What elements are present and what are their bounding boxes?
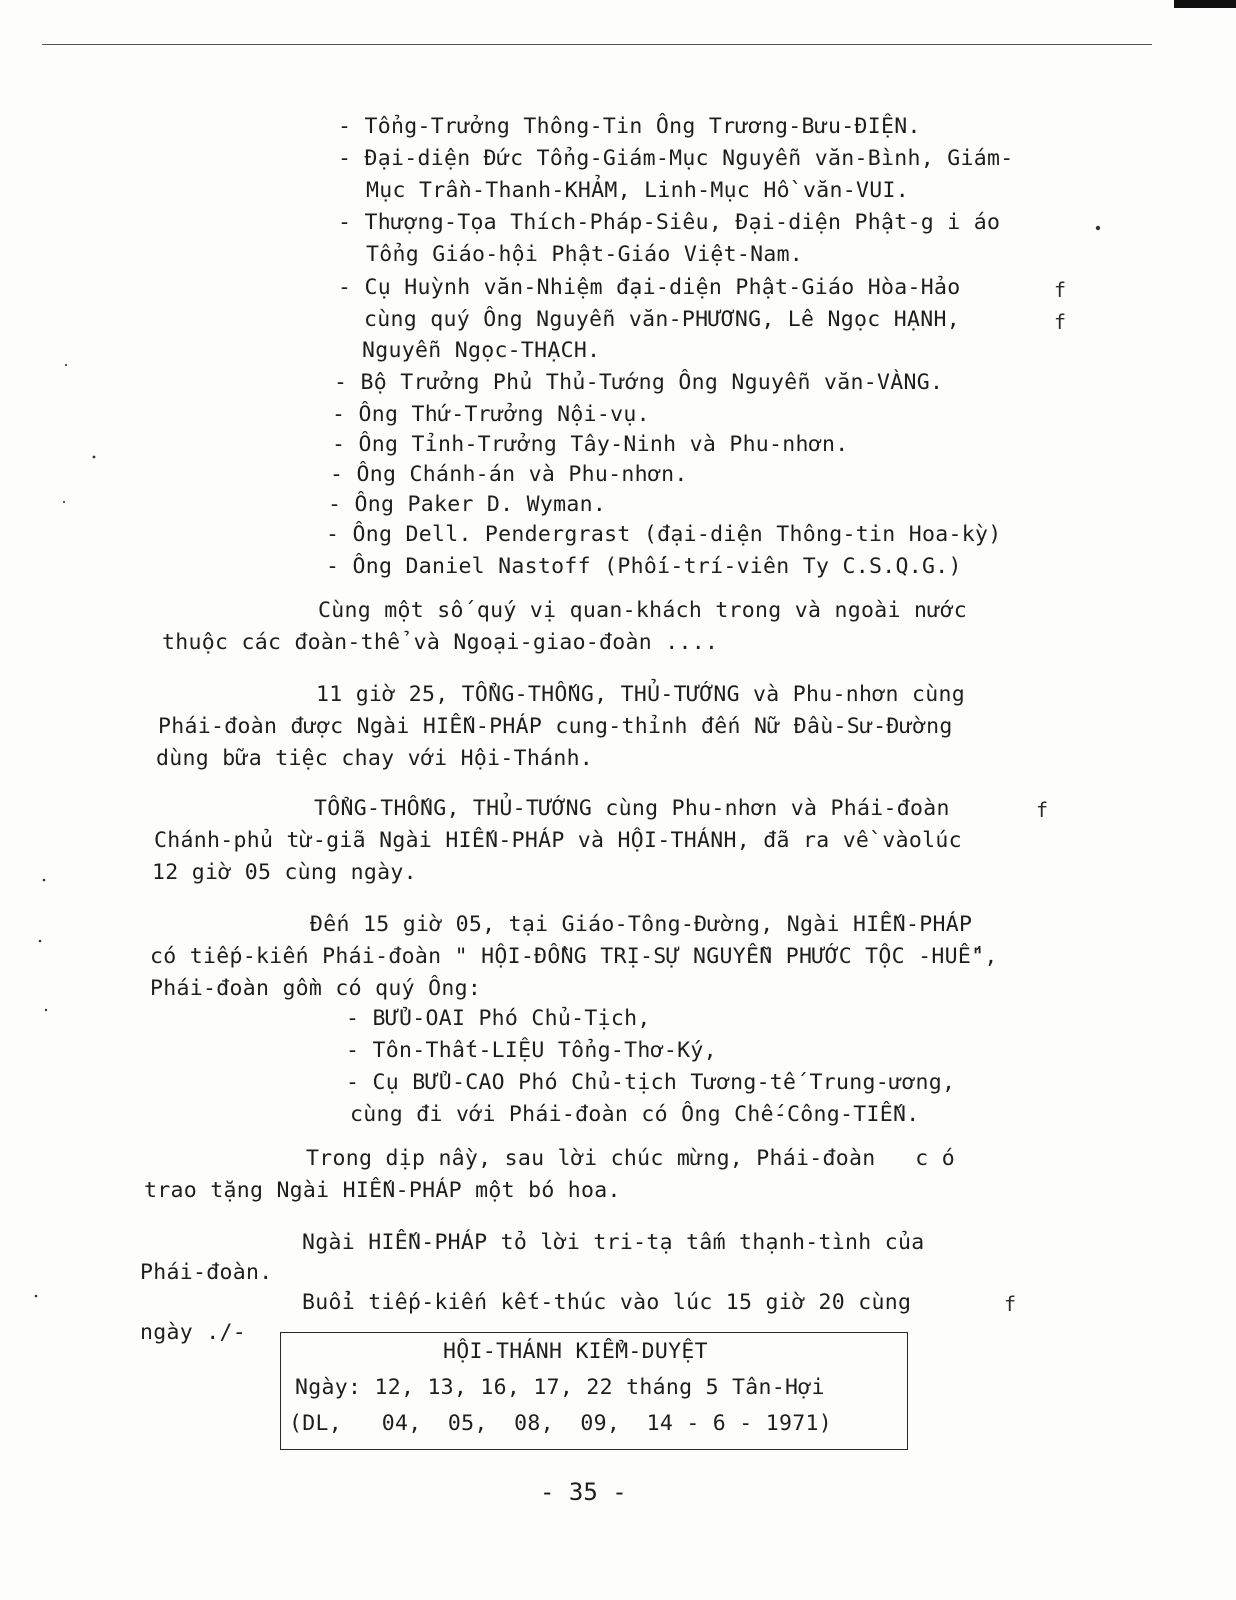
- margin-mark: f: [1054, 310, 1067, 334]
- paragraph-line: Ngài HIẾN-PHÁP tỏ lời tri-tạ tấm thạnh-tình của: [302, 1230, 925, 1255]
- paragraph-line: Trong dịp nầy, sau lời chúc mừng, Phái-đoàn c ó: [306, 1146, 955, 1171]
- guest-item: - Ông Chánh-án và Phu-nhơn.: [330, 462, 688, 487]
- paragraph-line: có tiếp-kiến Phái-đoàn " HỘI-ĐỒNG TRỊ-SỰ NGUYỄN PHƯỚC TỘC -HUẾ",: [150, 944, 998, 969]
- paragraph-line: Phái-đoàn được Ngài HIẾN-PHÁP cung-thỉnh đến Nữ Đầu-Sư-Đường: [158, 714, 953, 739]
- guest-item-continued: Tổng Giáo-hội Phật-Giáo Việt-Nam.: [366, 242, 804, 267]
- paragraph-line: Phái-đoàn.: [140, 1260, 273, 1285]
- paragraph-line: 11 giờ 25, TỔNG-THỐNG, THỦ-TƯỚNG và Phu-nhơn cùng: [316, 682, 965, 707]
- guest-item: - Đại-diện Đức Tổng-Giám-Mục Nguyễn văn-Bình, Giám-: [338, 146, 1014, 171]
- delegate-item-continued: cùng đi với Phái-đoàn có Ông Chế-Công-TIẾN.: [350, 1102, 920, 1127]
- delegate-item: - Cụ BỬU-CAO Phó Chủ-tịch Tương-tế Trung-ương,: [346, 1070, 956, 1095]
- guest-item: - Cụ Huỳnh văn-Nhiệm đại-diện Phật-Giáo Hòa-Hảo: [338, 275, 961, 300]
- margin-mark: f: [1036, 798, 1049, 822]
- guest-item: - Ông Dell. Pendergrast (đại-diện Thông-tin Hoa-kỳ): [326, 522, 1002, 547]
- guest-item: - Ông Daniel Nastoff (Phối-trí-viên Ty C.S.Q.G.): [326, 554, 962, 579]
- guest-item-continued: Mục Trần-Thanh-KHẢM, Linh-Mục Hồ văn-VUI.: [366, 178, 910, 203]
- paragraph-line: Phái-đoàn gồm có quý Ông:: [150, 976, 482, 1001]
- paragraph-line: Chánh-phủ từ-giã Ngài HIẾN-PHÁP và HỘI-THÁNH, đã ra về vàolúc: [154, 828, 962, 853]
- top-rule: [42, 44, 1152, 45]
- scan-corner-mark: [1174, 0, 1236, 8]
- margin-mark: f: [1004, 1292, 1017, 1316]
- margin-mark: f: [1054, 278, 1067, 302]
- guest-item: - Bộ Trưởng Phủ Thủ-Tướng Ông Nguyễn văn-VÀNG.: [334, 370, 944, 395]
- guest-item: - Ông Tỉnh-Trưởng Tây-Ninh và Phu-nhơn.: [332, 432, 849, 457]
- guest-item: - Tổng-Trưởng Thông-Tin Ông Trương-Bưu-ĐIỆN.: [338, 114, 921, 139]
- delegate-item: - Tôn-Thất-LIỆU Tổng-Thơ-Ký,: [346, 1038, 717, 1063]
- guest-item: - Ông Paker D. Wyman.: [328, 492, 607, 517]
- page-number: - 35 -: [540, 1478, 627, 1506]
- paragraph-line: TỔNG-THỐNG, THỦ-TƯỚNG cùng Phu-nhơn và Phái-đoàn: [314, 796, 950, 821]
- guest-item: - Thượng-Tọa Thích-Pháp-Siêu, Đại-diện Phật-g i áo: [338, 210, 1001, 235]
- paragraph-line: Cùng một số quý vị quan-khách trong và ngoài nước: [318, 598, 967, 623]
- stamp-dates-solar: (DL, 04, 05, 08, 09, 14 - 6 - 1971): [289, 1411, 833, 1436]
- paragraph-line: Đến 15 giờ 05, tại Giáo-Tông-Đường, Ngài HIẾN-PHÁP: [310, 912, 973, 937]
- paragraph-line: 12 giờ 05 cùng ngày.: [152, 860, 417, 885]
- paragraph-line: trao tặng Ngài HIẾN-PHÁP một bó hoa.: [144, 1178, 621, 1203]
- paragraph-line: dùng bữa tiệc chay với Hội-Thánh.: [156, 746, 594, 771]
- paragraph-line: Buổi tiếp-kiến kết-thúc vào lúc 15 giờ 20 cùng: [302, 1290, 912, 1315]
- guest-item-continued: cùng quý Ông Nguyễn văn-PHƯƠNG, Lê Ngọc HẠNH,: [364, 307, 960, 332]
- stamp-title: HỘI-THÁNH KIỂM-DUYỆT: [443, 1339, 708, 1364]
- delegate-item: - BỬU-OAI Phó Chủ-Tịch,: [346, 1006, 651, 1031]
- censorship-stamp: [280, 1332, 908, 1450]
- paragraph-line: ngày ./-: [140, 1320, 246, 1345]
- stamp-dates-lunar: Ngày: 12, 13, 16, 17, 22 tháng 5 Tân-Hợi: [295, 1375, 825, 1400]
- guest-item-continued: Nguyễn Ngọc-THẠCH.: [362, 338, 601, 363]
- paragraph-line: thuộc các đoàn-thể và Ngoại-giao-đoàn ....: [162, 630, 719, 655]
- guest-item: - Ông Thứ-Trưởng Nội-vụ.: [332, 402, 650, 427]
